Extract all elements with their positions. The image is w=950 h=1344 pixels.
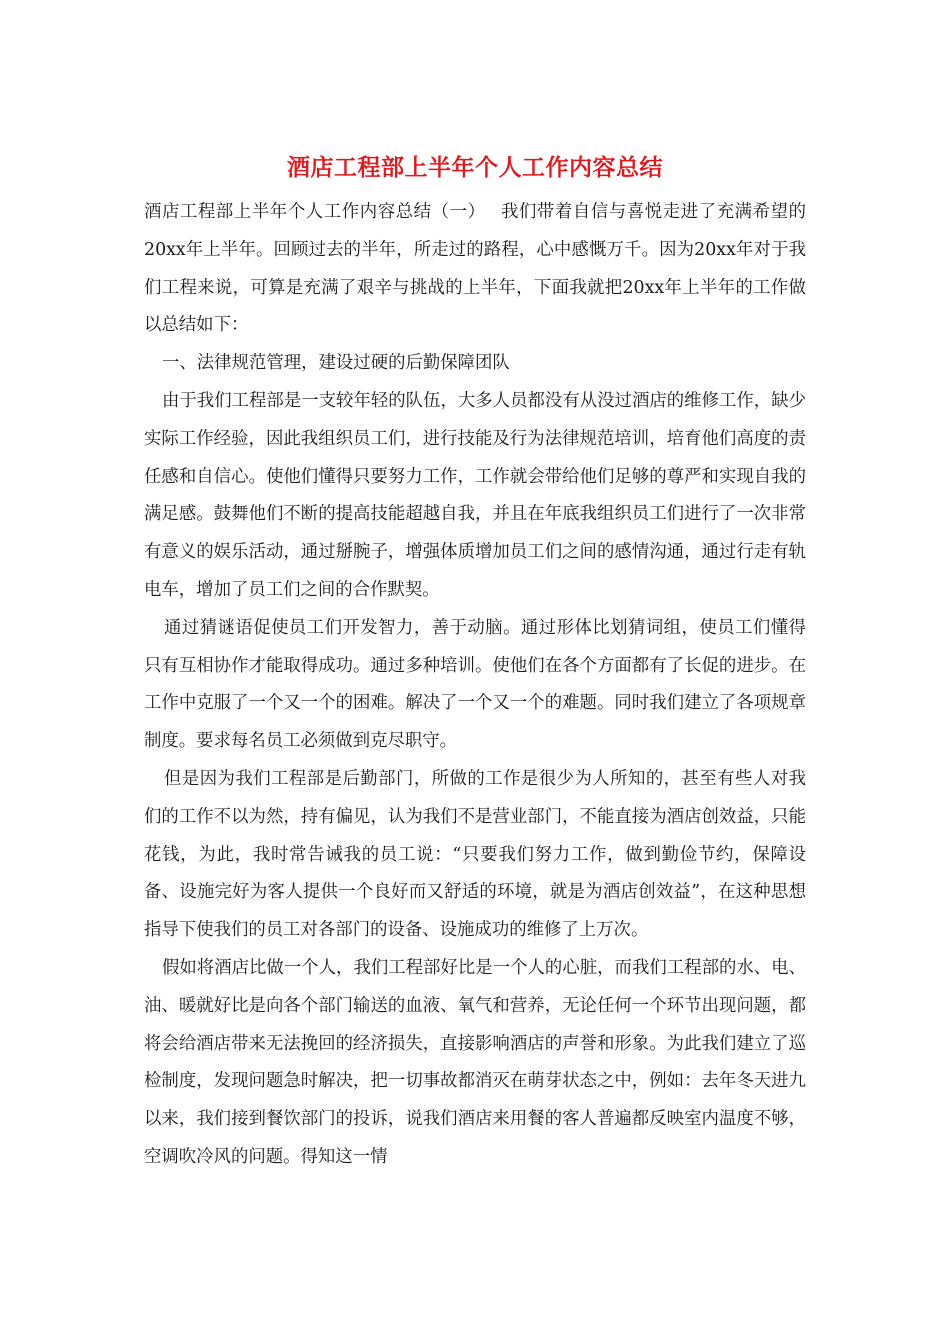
paragraph: 但是因为我们工程部是后勤部门，所做的工作是很少为人所知的，甚至有些人对我们的工作不以为然，持有偏见，认为我们不是营业部门，不能直接为酒店创效益，只能花钱，为此，我时常告诫我的员工说：“只要我们努力工作，做到勤俭节约，保障设备、设施完好为客人提供一个良好而又舒适的环境，就是为酒店创效益”，在这种思想指导下使我们的员工对各部门的设备、设施成功的维修了上万次。 — [144, 768, 806, 941]
section-heading: 一、法律规范管理，建设过硬的后勤保障团队 — [162, 353, 510, 374]
paragraph: 通过猜谜语促使员工们开发智力，善于动脑。通过形体比划猜词组，使员工们懂得只有互相协作才能取得成功。通过多种培训。使他们在各个方面都有了长促的进步。在工作中克服了一个又一个的困难。解决了一个又一个的难题。同时我们建立了各项规章制度。要求每名员工必须做到克尽职守。 — [144, 617, 806, 752]
paragraph-intro: 酒店工程部上半年个人工作内容总结（一） 我们带着自信与喜悦走进了充满希望的20xx年上半年。回顾过去的半年，所走过的路程，心中感慨万千。因为20xx年对于我们工程来说，可算是充满了艰辛与挑战的上半年，下面我就把20xx年上半年的工作做以总结如下： — [144, 202, 806, 336]
paragraph: 假如将酒店比做一个人，我们工程部好比是一个人的心脏，而我们工程部的水、电、油、暖就好比是向各个部门输送的血液、氧气和营养，无论任何一个环节出现问题，都将会给酒店带来无法挽回的经济损失，直接影响酒店的声誉和形象。为此我们建立了巡检制度，发现问题急时解决，把一切事故都消灭在萌芽状态之中，例如：去年冬天进九以来，我们接到餐饮部门的投诉，说我们酒店来用餐的客人普遍都反映室内温度不够，空调吹冷风的问题。得知这一情 — [144, 957, 806, 1167]
document-title: 酒店工程部上半年个人工作内容总结 — [287, 154, 663, 181]
document-body — [144, 194, 806, 1177]
paragraph: 由于我们工程部是一支较年轻的队伍，大多人员都没有从没过酒店的维修工作，缺少实际工作经验，因此我组织员工们，进行技能及行为法律规范培训，培育他们高度的责任感和自信心。使他们懂得只要努力工作，工作就会带给他们足够的尊严和实现自我的满足感。鼓舞他们不断的提高技能超越自我，并且在年底我组织员工们进行了一次非常有意义的娱乐活动，通过掰腕子，增强体质增加员工们之间的感情沟通，通过行走有轨电车，增加了员工们之间的合作默契。 — [144, 390, 806, 600]
